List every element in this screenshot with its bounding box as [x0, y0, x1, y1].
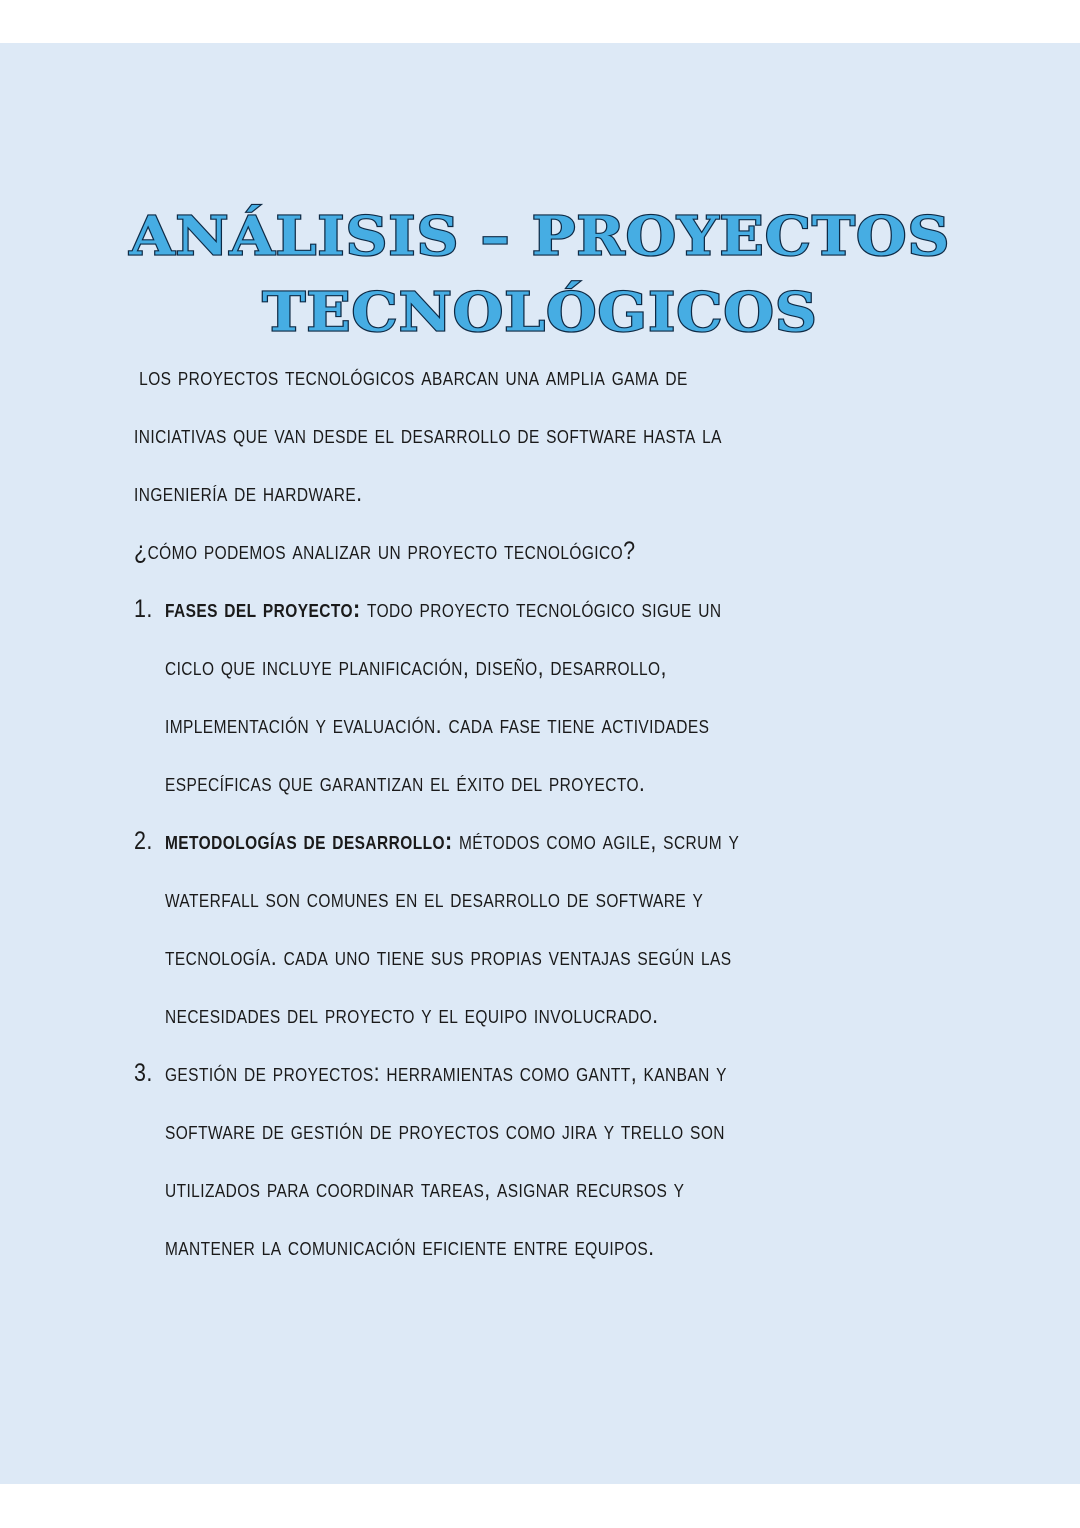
document-page	[0, 43, 1080, 1484]
list-item-line: mantener la comunicación eficiente entre equipos.	[164, 1233, 655, 1261]
intro-line: ingeniería de hardware.	[134, 479, 363, 507]
list-item-methodologies	[134, 812, 994, 1044]
intro-line: los proyectos tecnológicos abarcan una amplia gama de	[139, 363, 688, 391]
list-item-phases	[134, 580, 994, 812]
list-item-line: software de gestión de proyectos como jira y trello son	[164, 1117, 725, 1145]
list-item-text: herramientas como gantt, kanban y	[380, 1059, 727, 1087]
list-item-line: específicas que garantizan el éxito del proyecto.	[164, 769, 646, 797]
list-item-first-line	[134, 1044, 874, 1102]
intro-line: iniciativas que van desde el desarrollo de software hasta la	[134, 421, 722, 449]
list-item-heading: metodologías de desarrollo:	[164, 827, 453, 855]
list-item-first-line	[134, 812, 874, 870]
intro-paragraph	[134, 348, 994, 580]
list-item-line: waterfall son comunes en el desarrollo de software y	[164, 885, 704, 913]
list-item-line: ciclo que incluye planificación, diseño, desarrollo,	[164, 653, 667, 681]
list-item-heading: fases del proyecto:	[164, 595, 361, 623]
title-line-1: ANÁLISIS – PROYECTOS	[129, 204, 951, 268]
list-item-first-line	[134, 580, 874, 638]
intro-question: ¿cómo podemos analizar un proyecto tecnológico?	[134, 537, 636, 565]
list-item-line: implementación y evaluación. cada fase tiene actividades	[164, 711, 710, 739]
title-line-2: TECNOLÓGICOS	[262, 280, 818, 344]
list-number: 3.	[134, 1059, 153, 1087]
list-item-line: necesidades del proyecto y el equipo involucrado.	[164, 1001, 659, 1029]
page-title	[0, 198, 1080, 350]
list-item-heading: gestión de proyectos:	[164, 1059, 381, 1087]
numbered-list	[134, 580, 994, 1276]
list-number: 2.	[134, 827, 153, 855]
list-number: 1.	[134, 595, 153, 623]
list-item-line: utilizados para coordinar tareas, asignar recursos y	[164, 1175, 685, 1203]
list-item-text: todo proyecto tecnológico sigue un	[360, 595, 722, 623]
list-item-management	[134, 1044, 994, 1276]
body-content	[134, 348, 994, 1276]
list-item-text: métodos como agile, scrum y	[452, 827, 740, 855]
list-item-line: tecnología. cada uno tiene sus propias ventajas según las	[164, 943, 732, 971]
